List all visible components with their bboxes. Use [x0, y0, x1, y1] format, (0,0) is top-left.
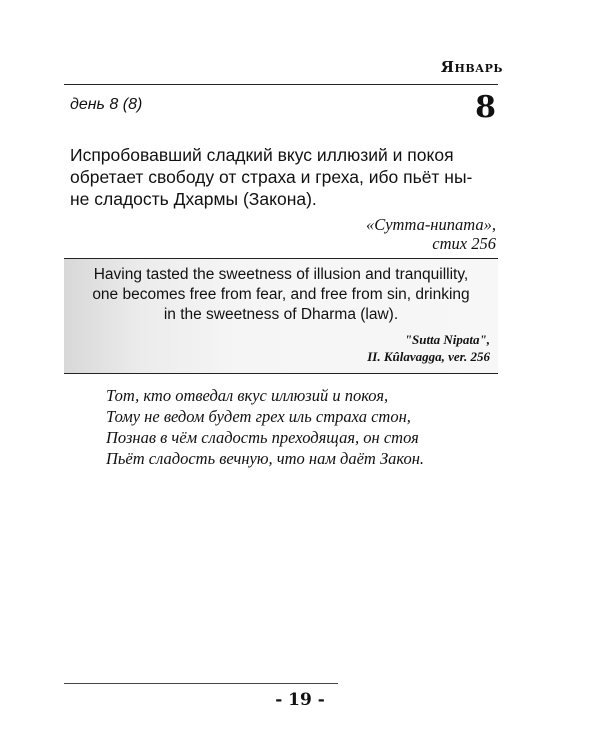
russian-quote-line: обретает свободу от страха и греха, ибо пьёт ны- — [70, 167, 473, 187]
poem — [106, 385, 424, 469]
footer-rule — [64, 683, 338, 684]
russian-quote-source — [366, 215, 496, 253]
english-quote-box — [64, 258, 498, 374]
english-quote — [64, 265, 498, 325]
month-title: Январь — [440, 58, 503, 76]
day-label: день 8 (8) — [70, 96, 143, 113]
poem-line: Тот, кто отведал вкус иллюзий и покоя, — [106, 386, 389, 405]
english-quote-source — [367, 331, 490, 365]
source-line: «Сутта-нипата», — [365, 215, 496, 234]
page-number: - 19 - — [275, 690, 325, 710]
day-number: 8 — [475, 90, 496, 125]
source-line: стих 256 — [432, 234, 496, 253]
english-quote-line: Having tasted the sweetness of illusion and tranquillity, — [93, 266, 469, 283]
russian-quote-line: Испробовавший сладкий вкус иллюзий и покоя — [70, 145, 454, 165]
source-line: "Sutta Nipata", — [404, 332, 490, 347]
russian-quote-line: не сладость Дхармы (Закона). — [70, 189, 317, 209]
russian-quote — [70, 144, 502, 210]
english-quote-line: in the sweetness of Dharma (law). — [163, 306, 399, 323]
english-quote-line: one becomes free from fear, and free from sin, drinking — [92, 286, 470, 303]
poem-line: Пьёт сладость вечную, что нам даёт Закон. — [106, 449, 425, 468]
source-line: II. Kûlavagga, ver. 256 — [367, 349, 490, 364]
header-rule — [64, 84, 498, 85]
poem-line: Познав в чём сладость преходящая, он стоя — [106, 428, 419, 447]
poem-line: Тому не ведом будет грех иль страха стон, — [106, 407, 411, 426]
